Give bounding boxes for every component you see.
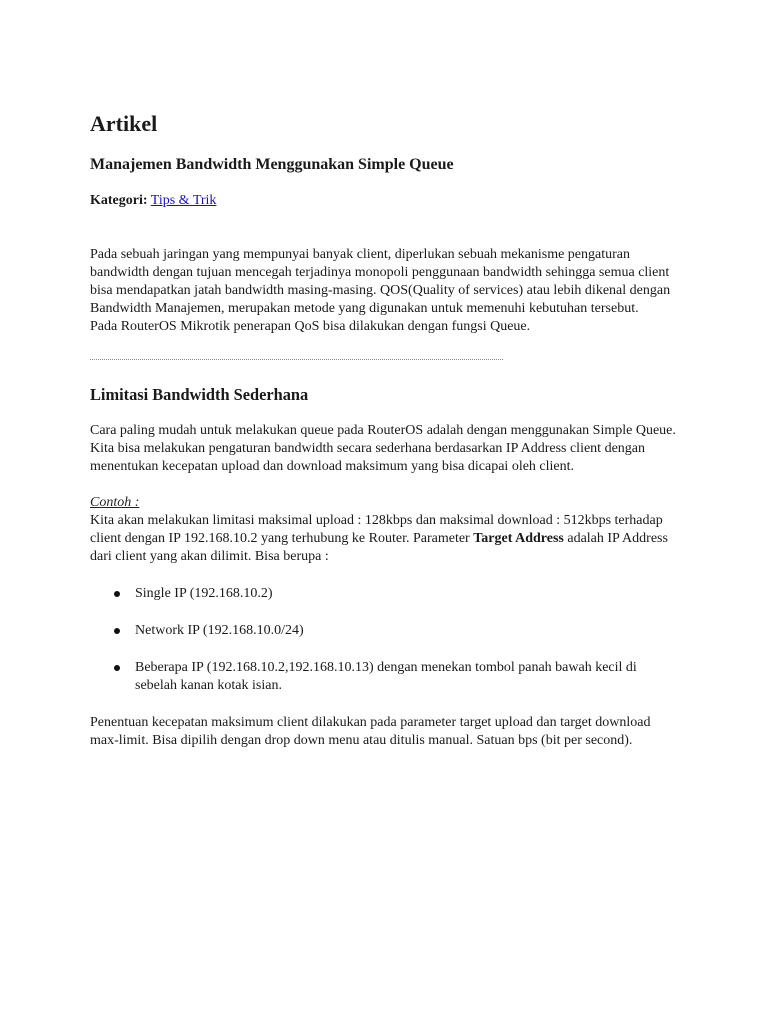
page-title: Artikel	[90, 111, 158, 136]
category-label: Kategori:	[90, 193, 148, 208]
category-link[interactable]: Tips & Trik	[150, 193, 217, 208]
list-item	[114, 659, 680, 695]
closing-paragraph: Penentuan kecepatan maksimum client dilakukan pada parameter target upload dan target download max-limit. Bisa dipilih dengan drop down menu atau ditulis manual. Satuan bps (bit per second).	[90, 715, 651, 748]
bullet-icon	[114, 591, 120, 597]
ip-options-list	[114, 585, 680, 695]
list-item	[114, 585, 680, 603]
list-item-text: Single IP (192.168.10.2)	[135, 586, 273, 601]
intro-paragraph: Pada sebuah jaringan yang mempunyai banyak client, diperlukan sebuah mekanisme pengaturan bandwidth dengan tujuan mencegah terjadinya monopoli penggunaan bandwidth sehingga semua client bisa mendapatkan jatah bandwidth masing-masing. QOS(Quality of services) atau lebih dikenal dengan Bandwidth Manajemen, merupakan metode yang digunakan untuk memenuhi kebutuhan tersebut.	[90, 247, 671, 316]
section-paragraph: Cara paling mudah untuk melakukan queue pada RouterOS adalah dengan menggunakan Simple Queue. Kita bisa melakukan pengaturan bandwidth secara sederhana berdasarkan IP Address client dengan menentukan kecepatan upload dan download maksimum yang bisa dicapai oleh client.	[90, 423, 676, 474]
intro-paragraph-2: Pada RouterOS Mikrotik penerapan QoS bisa dilakukan dengan fungsi Queue.	[90, 319, 531, 334]
article-subtitle: Manajemen Bandwidth Menggunakan Simple Queue	[90, 156, 454, 173]
bullet-icon	[114, 628, 120, 634]
contoh-text-end: adalah IP Address dari client yang akan dilimit. Bisa berupa :	[90, 531, 668, 564]
list-item	[114, 622, 680, 640]
dotted-divider	[90, 359, 503, 360]
contoh-paragraph	[90, 494, 680, 566]
list-item-text: Beberapa IP (192.168.10.2,192.168.10.13) dengan menekan tombol panah bawah kecil di sebelah kanan kotak isian.	[135, 660, 637, 693]
contoh-label: Contoh :	[90, 495, 140, 510]
category-line	[90, 192, 680, 210]
section-heading: Limitasi Bandwidth Sederhana	[90, 385, 309, 404]
list-item-text: Network IP (192.168.10.0/24)	[135, 623, 304, 638]
bullet-icon	[114, 665, 120, 671]
contoh-text-start: Kita akan melakukan limitasi maksimal upload : 128kbps dan maksimal download : 512kbps terhadap client dengan IP 192.168.10.2 yang terhubung ke Router. Parameter	[90, 513, 663, 546]
target-address-term: Target Address	[473, 531, 564, 546]
article-page	[90, 110, 680, 750]
